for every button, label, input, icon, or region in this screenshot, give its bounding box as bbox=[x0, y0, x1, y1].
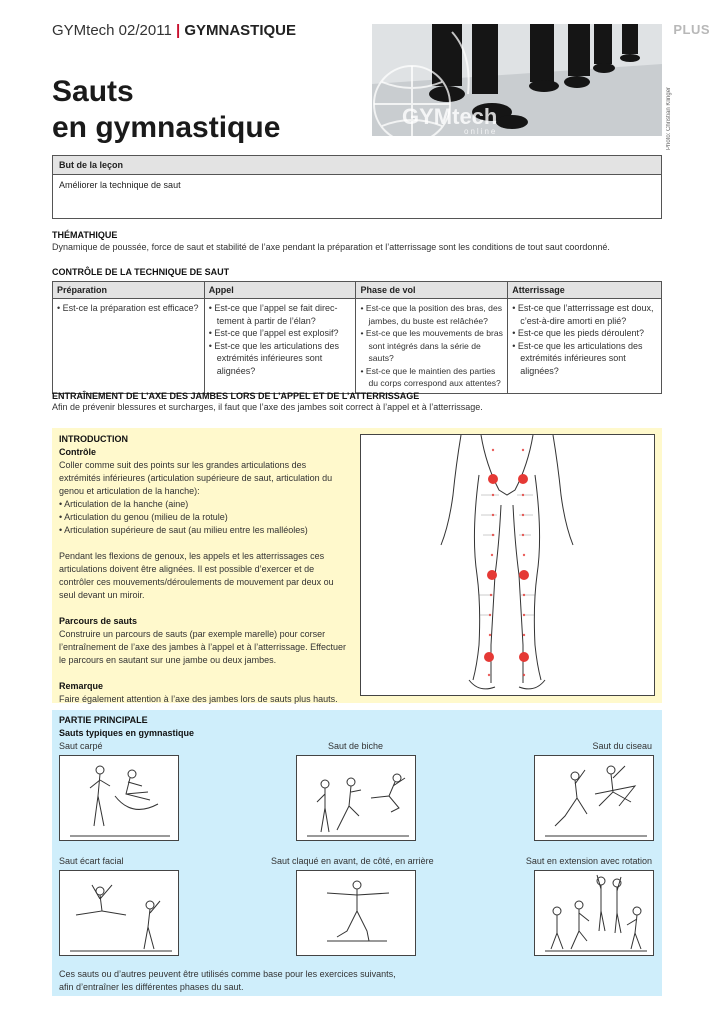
feet-photo-illustration bbox=[372, 24, 662, 136]
jump-label-claque: Saut claqué en avant, de côté, en arrière bbox=[271, 856, 434, 866]
principale-footer bbox=[59, 968, 396, 994]
list-item: • Est-ce que le maintien des parties du corps correspond aux attentes? bbox=[360, 365, 503, 390]
cell-appel bbox=[204, 299, 356, 394]
remarque-label: Remarque bbox=[59, 681, 104, 691]
jump-label-extension-rotation: Saut en extension avec rotation bbox=[525, 856, 652, 866]
title-line-2: en gymnastique bbox=[52, 111, 281, 144]
jump-image-ecart-facial bbox=[59, 870, 179, 956]
table-row bbox=[53, 299, 662, 394]
entrainement-text: Afin de prévenir blessures et surcharges, il faut que l’axe des jambes soit correct à l’appel et à l’atterrissage. bbox=[52, 402, 483, 412]
list-item: • Est-ce que l’appel est explosif? bbox=[209, 327, 352, 340]
entrainement-label: ENTRAÎNEMENT DE L’AXE DES JAMBES LORS DE L’APPEL ET DE L’ATTERRISSAGE bbox=[52, 391, 420, 401]
footer-line-2: afin d’entraîner les différentes phases du saut. bbox=[59, 982, 244, 992]
jump-label-biche: Saut de biche bbox=[328, 741, 384, 751]
section-name: GYMNASTIQUE bbox=[184, 22, 297, 39]
magazine-header bbox=[52, 22, 296, 39]
page-title bbox=[52, 74, 280, 146]
cell-phase-de-vol bbox=[356, 299, 508, 394]
principale-sub: Sauts typiques en gymnastique bbox=[59, 728, 195, 738]
introduction-text bbox=[59, 433, 349, 706]
leg-axis-drawing bbox=[361, 435, 654, 695]
parcours-text: Construire un parcours de sauts (par exemple marelle) pour corser l’entraînement de l’axe des jambes à l’appel et à l’atterrissage. Effectuer le parcours en sautant sur une jambe ou deux jambes. bbox=[59, 629, 346, 665]
col-phase-de-vol: Phase de vol bbox=[356, 282, 508, 299]
photo-credit: Photo: Christian Klinger bbox=[666, 86, 672, 150]
list-item: • Est-ce que les mouvements de bras sont intégrés dans la série de sauts? bbox=[360, 327, 503, 365]
magazine-name: GYMtech 02/2011 bbox=[52, 22, 172, 39]
list-item: • Est-ce que les articulations des extrémités inférieures sont alignées? bbox=[512, 340, 657, 378]
jump-image-biche bbox=[296, 755, 416, 841]
thematique-text: Dynamique de poussée, force de saut et stabilité de l’axe pendant la préparation et l’atterrissage sont les conditions de tout saut coordonné. bbox=[52, 242, 610, 252]
goal-text: Améliorer la technique de saut bbox=[59, 180, 181, 190]
legs-anatomy-illustration bbox=[360, 434, 655, 696]
cell-atterrissage bbox=[508, 299, 662, 394]
entrainement-section bbox=[52, 391, 672, 412]
list-item: • Est-ce la préparation est efficace? bbox=[57, 302, 200, 315]
goal-box bbox=[52, 155, 662, 219]
list-item: • Est-ce que l’atterrissage est doux, c’est-à-dire amorti en plié? bbox=[512, 302, 657, 327]
col-appel: Appel bbox=[204, 282, 356, 299]
col-preparation: Préparation bbox=[53, 282, 205, 299]
list-item: • Est-ce que les articulations des extrémités inférieures sont alignées? bbox=[209, 340, 352, 378]
controle-section bbox=[52, 267, 662, 394]
jump-label-carpe: Saut carpé bbox=[59, 741, 103, 751]
footer-line-1: Ces sauts ou d’autres peuvent être utilisés comme base pour les exercices suivants, bbox=[59, 969, 396, 979]
list-item: • Articulation supérieure de saut (au milieu entre les malléoles) bbox=[59, 525, 308, 535]
jump-label-ciseau: Saut du ciseau bbox=[592, 741, 652, 751]
intro-para-2: Pendant les flexions de genoux, les appels et les atterrissages ces articulations doivent être alignées. Il est possible d’exercer et de contrôler ces mouvements/déroulements de mouvement par deux ou seul devant un miroir. bbox=[59, 551, 334, 600]
joint-list bbox=[59, 498, 349, 537]
principale-heading bbox=[59, 714, 194, 740]
cell-preparation bbox=[53, 299, 205, 394]
controle-table bbox=[52, 281, 662, 394]
list-item: • Articulation du genou (milieu de la rotule) bbox=[59, 512, 228, 522]
jump-image-claque bbox=[296, 870, 416, 956]
header-separator: | bbox=[175, 22, 181, 39]
controle-text: Coller comme suit des points sur les grandes articulations des extrémités inférieures (articulation supérieure de saut, articulation du genou et articulation de la hanche): bbox=[59, 460, 333, 496]
list-item: • Est-ce que les pieds déroulent? bbox=[512, 327, 657, 340]
intro-label: INTRODUCTION bbox=[59, 434, 128, 444]
plus-label: PLUS bbox=[673, 22, 710, 37]
controle-label: CONTRÔLE DE LA TECHNIQUE DE SAUT bbox=[52, 267, 230, 277]
thematique-label: THÉMATHIQUE bbox=[52, 230, 118, 240]
parcours-label: Parcours de sauts bbox=[59, 616, 138, 626]
list-item: • Est-ce que l’appel se fait directement à partir de l’élan? bbox=[209, 302, 352, 327]
jump-image-extension-rotation bbox=[534, 870, 654, 956]
principale-label: PARTIE PRINCIPALE bbox=[59, 715, 148, 725]
jump-image-carpe bbox=[59, 755, 179, 841]
logo-text: GYMtech bbox=[402, 104, 498, 129]
logo-sub: online bbox=[464, 127, 498, 136]
jump-image-ciseau bbox=[534, 755, 654, 841]
header-photo bbox=[372, 24, 662, 136]
jump-label-ecart-facial: Saut écart facial bbox=[59, 856, 124, 866]
thematique-section bbox=[52, 230, 672, 252]
title-line-1: Sauts bbox=[52, 75, 134, 108]
controle-sub-label: Contrôle bbox=[59, 447, 96, 457]
list-item: • Articulation de la hanche (aine) bbox=[59, 499, 189, 509]
list-item: • Est-ce que la position des bras, des jambes, du buste est relâchée? bbox=[360, 302, 503, 327]
goal-label: But de la leçon bbox=[53, 156, 661, 175]
col-atterrissage: Atterrissage bbox=[508, 282, 662, 299]
remarque-text: Faire également attention à l’axe des jambes lors de sauts plus hauts. bbox=[59, 694, 338, 704]
